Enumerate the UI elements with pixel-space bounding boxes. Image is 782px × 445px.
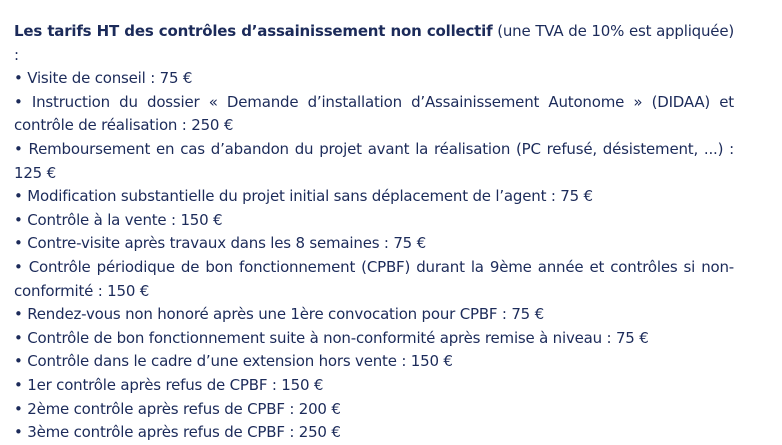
list-item-text: Instruction du dossier « Demande d’installation d’Assainissement Autonome » (DIDAA) et contrôle de réalisation : 250 € <box>14 92 734 135</box>
bullet-icon: • <box>14 352 23 371</box>
bullet-icon: • <box>14 69 23 88</box>
bullet-icon: • <box>14 92 23 111</box>
list-item <box>14 327 734 351</box>
list-item-text: Contrôle périodique de bon fonctionnement (CPBF) durant la 9ème année et contrôles si non-conformité : 150 € <box>14 257 734 300</box>
list-item-text: 1er contrôle après refus de CPBF : 150 € <box>27 375 324 394</box>
bullet-icon: • <box>14 257 23 276</box>
list-item-text: Contre-visite après travaux dans les 8 semaines : 75 € <box>27 234 426 253</box>
list-item <box>14 303 734 327</box>
list-item <box>14 138 734 185</box>
list-item-text: Remboursement en cas d’abandon du projet avant la réalisation (PC refusé, désistement, ...) : 125 € <box>14 139 734 182</box>
bullet-icon: • <box>14 139 23 158</box>
list-item-text: Contrôle de bon fonctionnement suite à non-conformité après remise à niveau : 75 € <box>27 328 649 347</box>
list-item <box>14 421 734 445</box>
list-item-text: Rendez-vous non honoré après une 1ère convocation pour CPBF : 75 € <box>27 305 544 324</box>
list-item <box>14 91 734 138</box>
list-item <box>14 67 734 91</box>
bullet-icon: • <box>14 187 23 206</box>
bullet-icon: • <box>14 234 23 253</box>
tariff-list <box>14 67 734 445</box>
list-item-text: Contrôle dans le cadre d’une extension hors vente : 150 € <box>27 352 453 371</box>
list-item-text: 3ème contrôle après refus de CPBF : 250 € <box>27 423 341 442</box>
bullet-icon: • <box>14 423 23 442</box>
list-item-text: Contrôle à la vente : 150 € <box>27 210 223 229</box>
bullet-icon: • <box>14 210 23 229</box>
bullet-icon: • <box>14 375 23 394</box>
intro-paragraph <box>14 20 734 67</box>
list-item <box>14 232 734 256</box>
bullet-icon: • <box>14 328 23 347</box>
bullet-icon: • <box>14 305 23 324</box>
list-item <box>14 256 734 303</box>
list-item <box>14 185 734 209</box>
list-item <box>14 209 734 233</box>
list-item <box>14 398 734 422</box>
list-item <box>14 374 734 398</box>
intro-heading: Les tarifs HT des contrôles d’assainissement non collectif <box>14 22 493 40</box>
bullet-icon: • <box>14 399 23 418</box>
list-item-text: Modification substantielle du projet initial sans déplacement de l’agent : 75 € <box>27 187 593 206</box>
list-item-text: 2ème contrôle après refus de CPBF : 200 € <box>27 399 341 418</box>
list-item <box>14 350 734 374</box>
intro-vat-note: (une TVA de 10% est appliquée) : <box>14 22 734 64</box>
list-item-text: Visite de conseil : 75 € <box>27 69 193 88</box>
tariff-text-block <box>14 20 734 445</box>
